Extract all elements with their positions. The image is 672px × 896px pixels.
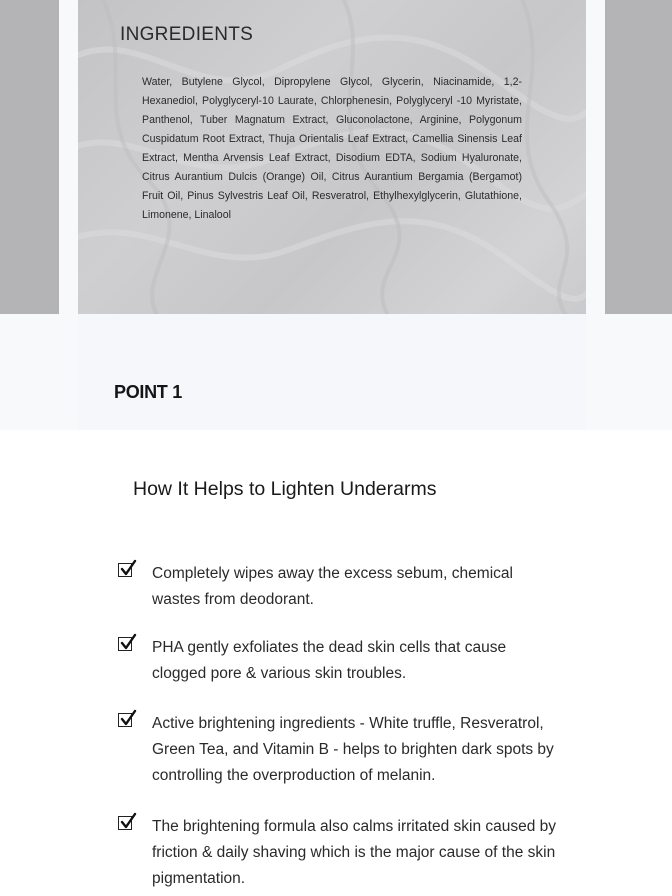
previous-slide-preview[interactable] xyxy=(0,0,59,314)
product-gallery-band xyxy=(0,0,672,430)
checked-checkbox-icon xyxy=(118,816,132,830)
ingredients-card xyxy=(78,0,586,430)
ingredients-list: Water, Butylene Glycol, Dipropylene Glycol, Glycerin, Niacinamide, 1,2-Hexanediol, Polyglyceryl-10 Laurate, Chlorphenesin, Polyglyceryl -10 Myristate, Panthenol, Tuber Magnatum Extract, Gluconolactone, Arginine, Polygonum Cuspidatum Root Extract, Thuja Orientalis Leaf Extract, Camellia Sinensis Leaf Extract, Mentha Arvensis Leaf Extract, Disodium EDTA, Sodium Hyaluronate, Citrus Aurantium Dulcis (Orange) Oil, Citrus Aurantium Bergamia (Bergamot) Fruit Oil, Pinus Sylvestris Leaf Oil, Resveratrol, Ethylhexylglycerin, Glutathione, Limonene, Linalool xyxy=(142,76,522,221)
benefit-text: PHA gently exfoliates the dead skin cells that cause clogged pore & various skin troubles. xyxy=(152,639,507,682)
benefit-text: Active brightening ingredients - White truffle, Resveratrol, Green Tea, and Vitamin B - helps to brighten dark spots by controlling the overproduction of melanin. xyxy=(152,715,554,784)
point-label: POINT 1 xyxy=(114,382,182,402)
ingredients-panel xyxy=(78,0,586,314)
ingredients-title: INGREDIENTS xyxy=(120,24,254,45)
benefit-text: The brightening formula also calms irritated skin caused by friction & daily shaving which is the major cause of the skin pigmentation. xyxy=(152,818,557,887)
section-title: How It Helps to Lighten Underarms xyxy=(133,478,437,500)
checked-checkbox-icon xyxy=(118,563,132,577)
checked-checkbox-icon xyxy=(118,637,132,651)
next-slide-preview[interactable] xyxy=(605,0,672,314)
benefit-text: Completely wipes away the excess sebum, chemical wastes from deodorant. xyxy=(152,565,513,608)
checked-checkbox-icon xyxy=(118,713,132,727)
